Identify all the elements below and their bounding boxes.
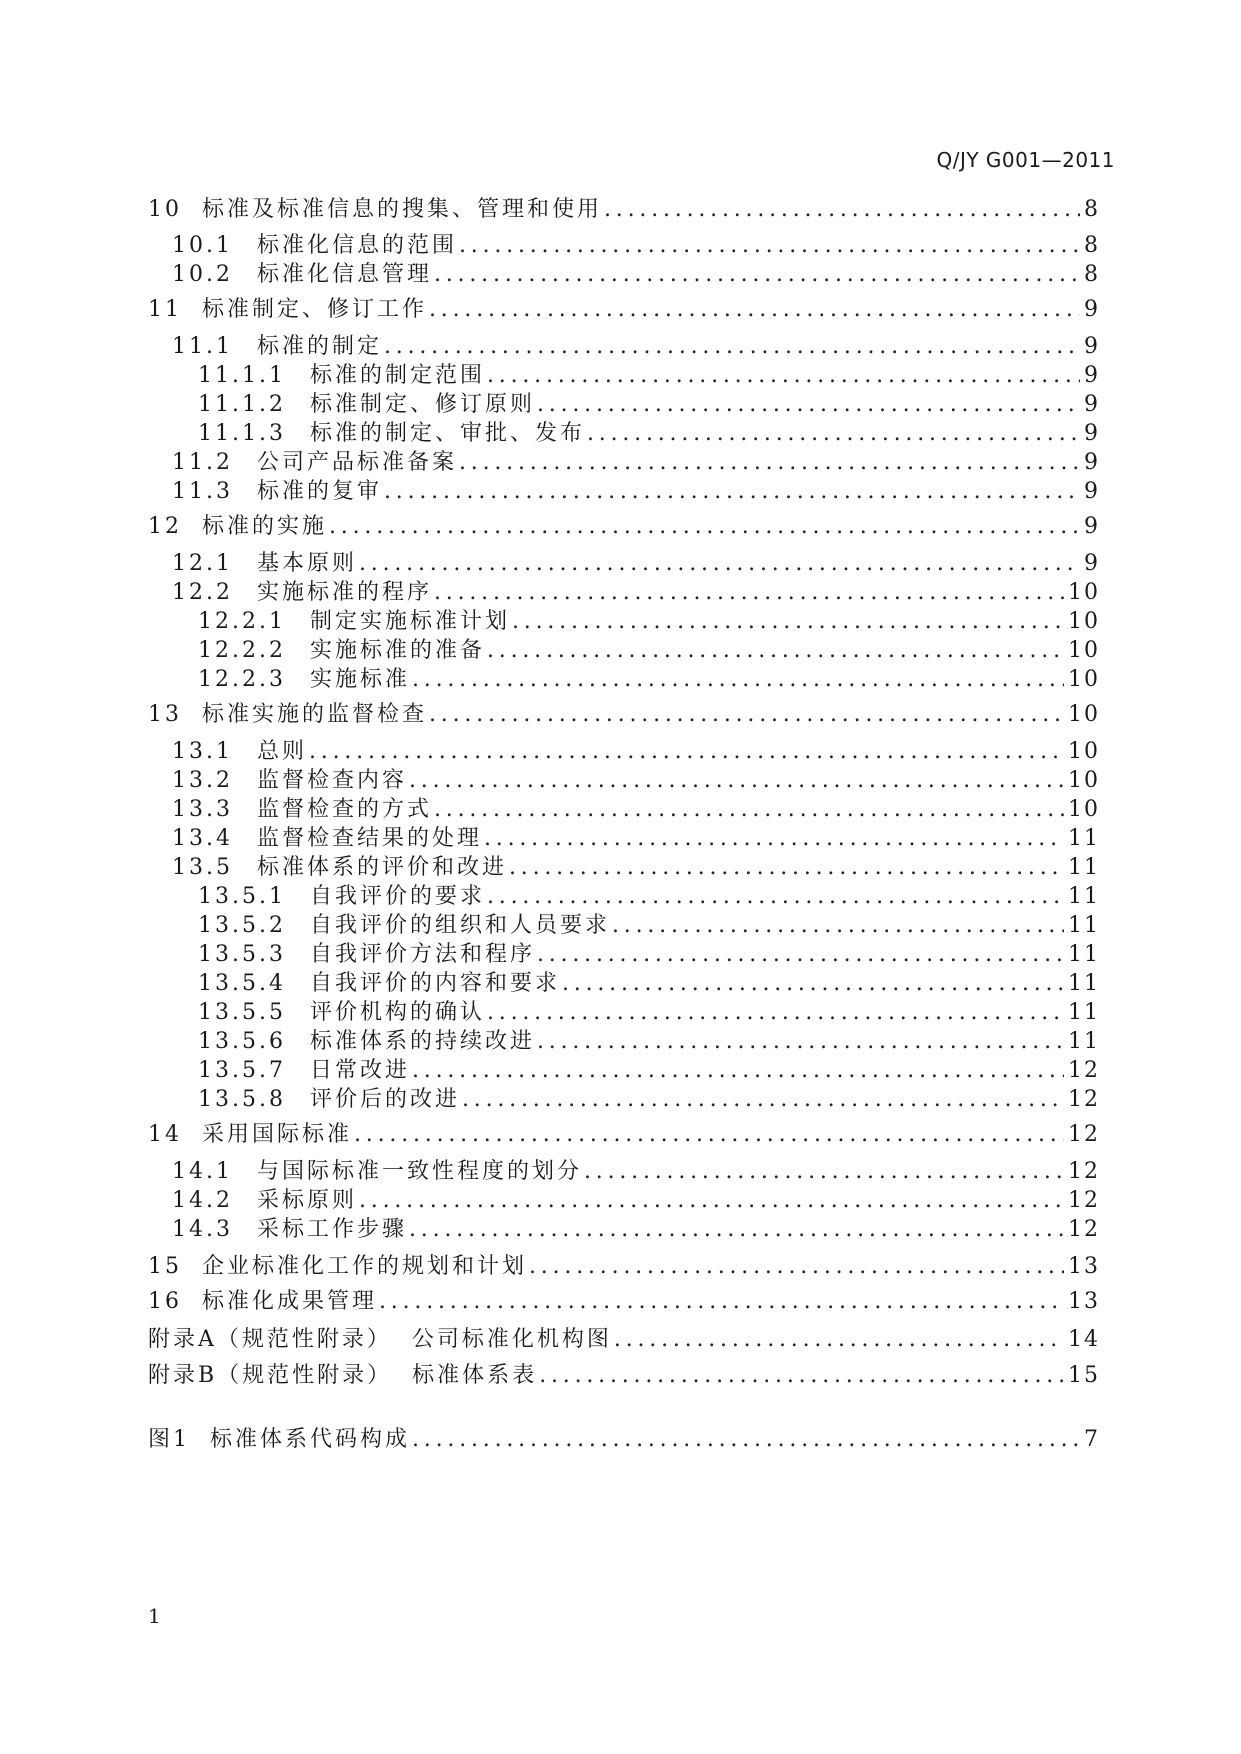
toc-entry-number: 13.1 (172, 739, 233, 764)
toc-entry-title: 监督检查结果的处理 (256, 826, 482, 851)
toc-entry-number: 12.2 (172, 580, 233, 605)
toc-entry-title: 标准的复审 (256, 479, 382, 504)
toc-entry-number: 11.1.2 (198, 392, 286, 417)
toc-entry-number: 13.5.7 (198, 1058, 286, 1083)
toc-entry-page: 10 (1068, 609, 1100, 634)
dot-leader (487, 882, 1064, 912)
toc-entry-title: 监督检查的方式 (256, 797, 432, 822)
toc-entry-number: 12 (148, 514, 182, 539)
toc-entry-page: 12 (1068, 1058, 1100, 1083)
toc-entry[interactable] (148, 1285, 1100, 1317)
toc-entry[interactable] (148, 1213, 1100, 1245)
toc-entry-number: 14 (148, 1122, 182, 1147)
toc-entry-title: 标准及标准信息的搜集、管理和使用 (202, 197, 603, 222)
toc-entry-page: 7 (1084, 1427, 1100, 1452)
toc-entry-number: 13.5.8 (198, 1087, 286, 1112)
toc-entry-number: 11.1.1 (198, 363, 286, 388)
toc-entry-page: 10 (1068, 797, 1100, 822)
toc-entry[interactable] (148, 417, 1100, 449)
toc-entry-number: 12.2.2 (198, 638, 286, 663)
toc-entry-title: 标准体系的评价和改进 (256, 855, 507, 880)
toc-entry-title: 评价后的改进 (309, 1087, 460, 1112)
toc-entry[interactable] (148, 1083, 1100, 1115)
toc-entry-page: 9 (1084, 514, 1100, 539)
dot-leader (512, 607, 1064, 637)
toc-entry-page: 11 (1068, 826, 1100, 851)
dot-leader (509, 853, 1064, 883)
toc-entry-page: 11 (1068, 884, 1100, 909)
toc-entry[interactable] (148, 576, 1100, 608)
dot-leader (612, 911, 1064, 941)
toc-entry-title: 总则 (256, 739, 307, 764)
toc-entry-number: 13.5.1 (198, 884, 286, 909)
toc-entry[interactable] (148, 547, 1100, 579)
toc-entry-page: 12 (1068, 1217, 1100, 1242)
toc-entry-title: 标准体系代码构成 (210, 1427, 411, 1452)
dot-leader (354, 1120, 1064, 1150)
toc-entry-page: 12 (1068, 1188, 1100, 1213)
toc-entry-page: 12 (1068, 1159, 1100, 1184)
dot-leader (412, 1056, 1064, 1086)
toc-entry[interactable] (148, 193, 1100, 225)
toc-entry-number: 11 (148, 297, 182, 322)
toc-entry[interactable] (148, 698, 1100, 730)
toc-entry-number: 11.2 (172, 450, 233, 475)
toc-entry-number: 11.1 (172, 334, 233, 359)
toc-entry[interactable] (148, 446, 1100, 478)
dot-leader (384, 332, 1080, 362)
toc-entry-title: 标准的实施 (202, 514, 328, 539)
toc-entry-number: 13.2 (172, 768, 233, 793)
toc-entry-number: 12.1 (172, 551, 233, 576)
toc-entry-number: 14.2 (172, 1188, 233, 1213)
toc-entry[interactable] (148, 1359, 1100, 1391)
dot-leader (412, 1425, 1080, 1455)
toc-entry-page: 11 (1068, 855, 1100, 880)
dot-leader (429, 295, 1080, 325)
toc-entry[interactable] (148, 510, 1100, 542)
toc-entry-number: 13.5.5 (198, 1000, 286, 1025)
toc-entry-number: 16 (148, 1289, 182, 1314)
document-code: Q/JY G001—2011 (936, 148, 1115, 172)
toc-entry-page: 9 (1084, 363, 1100, 388)
dot-leader (409, 1215, 1064, 1245)
dot-leader (434, 795, 1064, 825)
toc-entry-number: 13.5.6 (198, 1029, 286, 1054)
toc-entry[interactable] (148, 330, 1100, 362)
toc-entry[interactable] (148, 1423, 1100, 1455)
toc-entry[interactable] (148, 1184, 1100, 1216)
toc-entry-page: 11 (1068, 1029, 1100, 1054)
toc-entry-title: 标准化信息的范围 (256, 233, 457, 258)
toc-entry-title: 标准的制定、审批、发布 (309, 421, 585, 446)
toc-entry[interactable] (148, 1323, 1100, 1355)
toc-entry-page: 10 (1068, 638, 1100, 663)
toc-entry-number: 附录A（规范性附录） (148, 1327, 392, 1352)
toc-entry[interactable] (148, 475, 1100, 507)
toc-entry-number: 13.4 (172, 826, 233, 851)
dot-leader (384, 477, 1080, 507)
dot-leader (487, 636, 1064, 666)
dot-leader (412, 665, 1064, 695)
dot-leader (614, 1325, 1064, 1355)
toc-entry-page: 12 (1068, 1122, 1100, 1147)
dot-leader (429, 700, 1064, 730)
toc-entry-page: 13 (1068, 1289, 1100, 1314)
toc-entry-page: 10 (1068, 667, 1100, 692)
toc-entry-title: 日常改进 (309, 1058, 410, 1083)
toc-entry[interactable] (148, 663, 1100, 695)
toc-entry[interactable] (148, 634, 1100, 666)
toc-entry-number: 15 (148, 1254, 182, 1279)
toc-entry-number: 13.3 (172, 797, 233, 822)
dot-leader (604, 195, 1080, 225)
toc-entry[interactable] (148, 764, 1100, 796)
toc-entry[interactable] (148, 996, 1100, 1028)
dot-leader (484, 824, 1064, 854)
toc-entry-title: 标准制定、修订工作 (202, 297, 428, 322)
toc-entry-page: 11 (1068, 913, 1100, 938)
toc-entry[interactable] (148, 1025, 1100, 1057)
toc-entry[interactable] (148, 605, 1100, 637)
toc-entry-number: 13.5.3 (198, 942, 286, 967)
toc-entry-number: 14.1 (172, 1159, 233, 1184)
toc-entry-title: 公司标准化机构图 (411, 1327, 612, 1352)
toc-entry-title: 基本原则 (256, 551, 357, 576)
toc-entry-title: 企业标准化工作的规划和计划 (202, 1254, 528, 1279)
toc-entry-title: 标准的制定范围 (309, 363, 485, 388)
toc-entry-number: 12.2.1 (198, 609, 286, 634)
toc-entry-number: 11.3 (172, 479, 233, 504)
toc-entry-number: 13 (148, 702, 182, 727)
dot-leader (329, 512, 1080, 542)
toc-entry-page: 9 (1084, 421, 1100, 446)
toc-entry-title: 自我评价的要求 (309, 884, 485, 909)
toc-entry-title: 标准化成果管理 (202, 1289, 378, 1314)
dot-leader (587, 419, 1080, 449)
dot-leader (459, 448, 1080, 478)
dot-leader (562, 969, 1064, 999)
dot-leader (539, 1361, 1064, 1391)
toc-entry-title: 制定实施标准计划 (309, 609, 510, 634)
toc-entry-page: 10 (1068, 739, 1100, 764)
toc-entry[interactable] (148, 938, 1100, 970)
dot-leader (309, 737, 1064, 767)
toc-entry-page: 14 (1068, 1327, 1100, 1352)
toc-entry-number: 13.5 (172, 855, 233, 880)
toc-entry[interactable] (148, 359, 1100, 391)
dot-leader (537, 1027, 1064, 1057)
dot-leader (529, 1252, 1064, 1282)
toc-entry-number: 附录B（规范性附录） (148, 1363, 393, 1388)
toc-entry-title: 标准体系表 (412, 1363, 538, 1388)
toc-entry-page: 8 (1084, 197, 1100, 222)
dot-leader (359, 549, 1080, 579)
dot-leader (487, 361, 1080, 391)
dot-leader (537, 390, 1080, 420)
toc-entry-title: 采标原则 (256, 1188, 357, 1213)
toc-entry-title: 监督检查内容 (256, 768, 407, 793)
toc-entry-page: 13 (1068, 1254, 1100, 1279)
toc-entry[interactable] (148, 851, 1100, 883)
toc-entry-title: 采标工作步骤 (256, 1217, 407, 1242)
dot-leader (434, 260, 1080, 290)
toc-entry-title: 自我评价的组织和人员要求 (309, 913, 610, 938)
toc-entry-title: 与国际标准一致性程度的划分 (256, 1159, 582, 1184)
toc-entry-page: 9 (1084, 297, 1100, 322)
toc-entry[interactable] (148, 1118, 1100, 1150)
dot-leader (459, 231, 1080, 261)
toc-entry-number: 10.1 (172, 233, 233, 258)
toc-entry-title: 自我评价方法和程序 (309, 942, 535, 967)
toc-entry-page: 8 (1084, 233, 1100, 258)
toc-entry-page: 9 (1084, 450, 1100, 475)
toc-entry-title: 标准实施的监督检查 (202, 702, 428, 727)
toc-entry-title: 标准制定、修订原则 (309, 392, 535, 417)
toc-entry-page: 11 (1068, 971, 1100, 996)
toc-entry-title: 标准体系的持续改进 (309, 1029, 535, 1054)
toc-entry-title: 实施标准的准备 (309, 638, 485, 663)
toc-entry[interactable] (148, 1250, 1100, 1282)
toc-entry-page: 9 (1084, 479, 1100, 504)
dot-leader (379, 1287, 1064, 1317)
dot-leader (487, 998, 1064, 1028)
toc-entry[interactable] (148, 822, 1100, 854)
toc-entry[interactable] (148, 909, 1100, 941)
toc-entry-number: 12.2.3 (198, 667, 286, 692)
dot-leader (359, 1186, 1064, 1216)
toc-entry-page: 9 (1084, 551, 1100, 576)
toc-entry-title: 实施标准的程序 (256, 580, 432, 605)
toc-entry-title: 自我评价的内容和要求 (309, 971, 560, 996)
dot-leader (537, 940, 1064, 970)
toc-entry-number: 图1 (148, 1427, 190, 1452)
page-number: 1 (148, 1604, 161, 1628)
toc-entry-page: 15 (1068, 1363, 1100, 1388)
toc-entry-number: 10.2 (172, 262, 233, 287)
toc-entry[interactable] (148, 880, 1100, 912)
dot-leader (584, 1157, 1064, 1187)
toc-entry[interactable] (148, 1054, 1100, 1086)
dot-leader (462, 1085, 1064, 1115)
toc-entry[interactable] (148, 258, 1100, 290)
toc-entry-page: 9 (1084, 334, 1100, 359)
toc-entry-page: 12 (1068, 1087, 1100, 1112)
toc-entry-title: 实施标准 (309, 667, 410, 692)
toc-entry-title: 公司产品标准备案 (256, 450, 457, 475)
toc-entry[interactable] (148, 735, 1100, 767)
toc-entry-page: 10 (1068, 580, 1100, 605)
toc-entry-page: 9 (1084, 392, 1100, 417)
dot-leader (434, 578, 1064, 608)
toc-entry-number: 10 (148, 197, 182, 222)
toc-entry[interactable] (148, 293, 1100, 325)
toc-entry-number: 13.5.2 (198, 913, 286, 938)
toc-entry-title: 评价机构的确认 (309, 1000, 485, 1025)
toc-entry-page: 10 (1068, 702, 1100, 727)
toc-entry-number: 13.5.4 (198, 971, 286, 996)
toc-entry-number: 14.3 (172, 1217, 233, 1242)
toc-entry-page: 11 (1068, 1000, 1100, 1025)
toc-entry-page: 11 (1068, 942, 1100, 967)
toc-entry-number: 11.1.3 (198, 421, 286, 446)
toc-entry[interactable] (148, 967, 1100, 999)
toc-entry-page: 8 (1084, 262, 1100, 287)
toc-entry[interactable] (148, 388, 1100, 420)
toc-entry[interactable] (148, 793, 1100, 825)
toc-entry-title: 标准化信息管理 (256, 262, 432, 287)
dot-leader (409, 766, 1064, 796)
toc-entry[interactable] (148, 229, 1100, 261)
toc-entry-title: 采用国际标准 (202, 1122, 353, 1147)
toc-entry-title: 标准的制定 (256, 334, 382, 359)
toc-entry[interactable] (148, 1155, 1100, 1187)
toc-entry-page: 10 (1068, 768, 1100, 793)
